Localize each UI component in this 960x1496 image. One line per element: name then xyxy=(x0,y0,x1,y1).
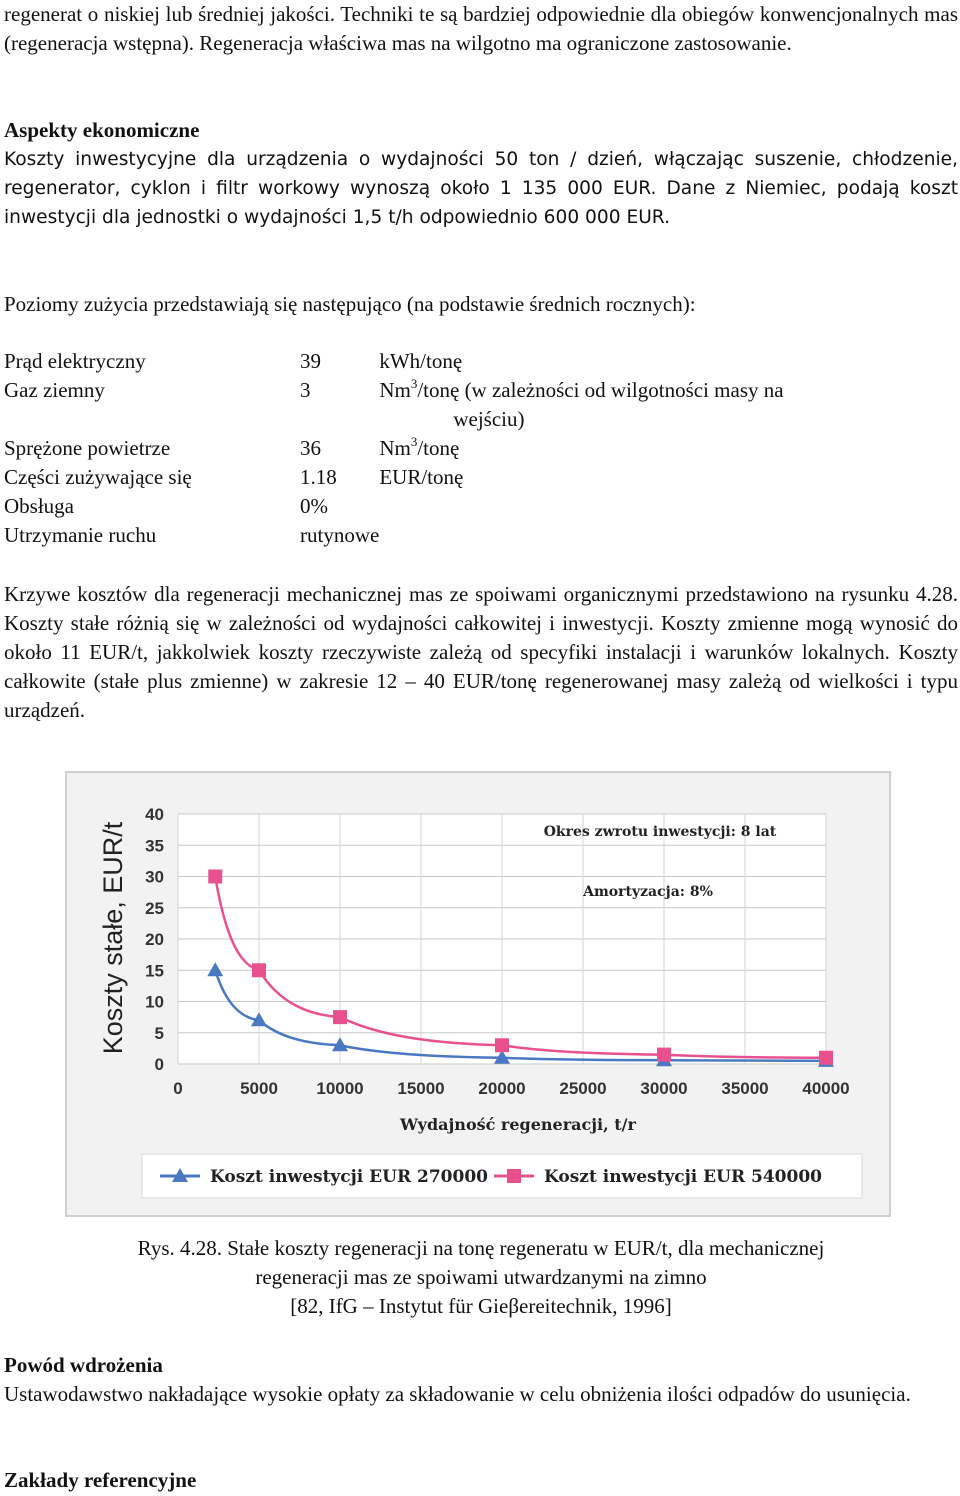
y-tick-label: 25 xyxy=(145,898,164,918)
x-tick-label: 40000 xyxy=(802,1079,850,1098)
x-tick-label: 10000 xyxy=(316,1079,364,1098)
y-tick-label: 30 xyxy=(145,867,164,887)
unit-text: EUR/tonę xyxy=(379,465,464,489)
reason-heading: Powód wdrożenia xyxy=(4,1353,163,1377)
consumption-item: Prąd elektryczny xyxy=(4,349,146,373)
economics-heading: Aspekty ekonomiczne xyxy=(4,118,200,142)
economics-section xyxy=(4,116,958,232)
unit-suffix: /tonę (w zależności od wilgotności masy na xyxy=(417,378,784,402)
x-tick-label: 0 xyxy=(173,1079,183,1098)
consumption-item: Utrzymanie ruchu xyxy=(4,523,157,547)
consumption-unit xyxy=(379,376,919,434)
consumption-item: Gaz ziemny xyxy=(4,378,105,402)
annotation-payback: Okres zwrotu inwestycji: 8 lat xyxy=(543,824,777,840)
consumption-value: 36 xyxy=(300,436,321,460)
consumption-row xyxy=(4,347,919,376)
consumption-row xyxy=(4,521,919,550)
consumption-unit xyxy=(379,434,919,463)
consumption-row xyxy=(4,434,919,463)
consumption-item: Obsługa xyxy=(4,494,74,518)
unit-text: Nm xyxy=(379,436,411,460)
x-tick-label: 15000 xyxy=(397,1079,445,1098)
data-point-square xyxy=(657,1048,671,1062)
economics-body: Koszty inwestycyjne dla urządzenia o wydajności 50 ton / dzień, włączając suszenie, chłodzenie, regenerator, cyklon i filtr workowy wynoszą około 1 135 000 EUR. Dane z Niemiec, podają koszt inwestycji dla jednostki o wydajności 1,5 t/h odpowiednio 600 000 EUR. xyxy=(4,149,958,228)
reason-section xyxy=(4,1351,958,1409)
consumption-intro: Poziomy zużycia przedstawiają się następująco (na podstawie średnich rocznych): xyxy=(4,292,696,316)
chart-svg xyxy=(60,768,896,1220)
consumption-value: 1.18 xyxy=(300,465,337,489)
data-point-square xyxy=(208,870,222,884)
caption-line-2: regeneracji mas ze spoiwami utwardzanymi na zimno xyxy=(255,1265,707,1289)
figure-caption xyxy=(4,1234,958,1321)
x-tick-label: 5000 xyxy=(240,1079,278,1098)
legend-label: Koszt inwestycji EUR 540000 xyxy=(544,1167,822,1187)
unit-superscript: 3 xyxy=(410,434,418,449)
unit-superscript: 3 xyxy=(410,376,418,391)
consumption-value: 0% xyxy=(300,494,328,518)
unit-text: kWh/tonę xyxy=(379,349,463,373)
consumption-item: Sprężone powietrze xyxy=(4,436,171,460)
consumption-row xyxy=(4,492,919,521)
data-point-square xyxy=(333,1010,347,1024)
y-tick-label: 35 xyxy=(145,836,164,856)
consumption-row xyxy=(4,463,919,492)
caption-line-3: [82, IfG – Instytut für Gieβereitechnik, 1996] xyxy=(290,1294,672,1318)
consumption-value: rutynowe xyxy=(300,523,380,547)
reason-body: Ustawodawstwo nakładające wysokie opłaty za składowanie w celu obniżenia ilości odpadów do usunięcia. xyxy=(4,1382,911,1406)
consumption-unit xyxy=(379,347,919,376)
y-tick-label: 15 xyxy=(145,961,164,981)
y-axis-label: Koszty stałe, EUR/t xyxy=(98,821,128,1055)
y-tick-label: 5 xyxy=(154,1023,164,1043)
y-tick-label: 20 xyxy=(145,930,164,949)
legend-label: Koszt inwestycji EUR 270000 xyxy=(210,1167,488,1187)
y-tick-label: 40 xyxy=(145,805,164,824)
x-axis-label: Wydajność regeneracji, t/r xyxy=(400,1115,636,1134)
data-point-square xyxy=(495,1038,509,1052)
consumption-unit xyxy=(379,521,919,550)
unit-text: Nm xyxy=(379,378,411,402)
x-tick-labels xyxy=(173,1079,849,1098)
unit-suffix: /tonę xyxy=(417,436,460,460)
unit-continuation: wejściu) xyxy=(453,407,525,431)
references-heading: Zakłady referencyjne xyxy=(4,1468,197,1492)
legend-marker-square xyxy=(507,1169,521,1183)
consumption-unit xyxy=(379,492,919,521)
x-tick-label: 35000 xyxy=(721,1079,769,1098)
y-tick-label: 0 xyxy=(154,1055,164,1074)
data-point-square xyxy=(252,963,266,977)
consumption-table xyxy=(4,347,919,550)
x-tick-label: 20000 xyxy=(478,1079,526,1098)
consumption-row xyxy=(4,376,919,434)
x-tick-label: 25000 xyxy=(559,1079,607,1098)
x-tick-label: 30000 xyxy=(640,1079,688,1098)
consumption-value: 3 xyxy=(300,378,311,402)
y-tick-label: 10 xyxy=(145,992,164,1012)
data-point-square xyxy=(819,1051,833,1065)
consumption-item: Części zużywające się xyxy=(4,465,192,489)
annotation-depreciation: Amortyzacja: 8% xyxy=(583,884,713,900)
references-section xyxy=(4,1466,958,1495)
caption-line-1: Rys. 4.28. Stałe koszty regeneracji na tonę regeneratu w EUR/t, dla mechanicznej xyxy=(137,1236,825,1260)
consumption-unit xyxy=(379,463,919,492)
fixed-cost-chart xyxy=(60,768,896,1220)
intro-paragraph: regenerat o niskiej lub średniej jakości. Techniki te są bardziej odpowiednie dla obiegów konwencjonalnych mas (regeneracja wstępna). Regeneracja właściwa mas na wilgotno ma ograniczone zastosowanie. xyxy=(4,2,958,55)
costs-paragraph: Krzywe kosztów dla regeneracji mechanicznej mas ze spoiwami organicznymi przedstawiono na rysunku 4.28. Koszty stałe różnią się w zależności od wydajności całkowitej i inwestycji. Koszty zmienne mogą wynosić do około 11 EUR/t, jakkolwiek koszty rzeczywiste zależą od specyfiki instalacji i warunków lokalnych. Koszty całkowite (stałe plus zmienne) w zakresie 12 – 40 EUR/tonę regenerowanej masy zależą od wielkości i typu urządzeń. xyxy=(4,582,958,722)
consumption-value: 39 xyxy=(300,349,321,373)
